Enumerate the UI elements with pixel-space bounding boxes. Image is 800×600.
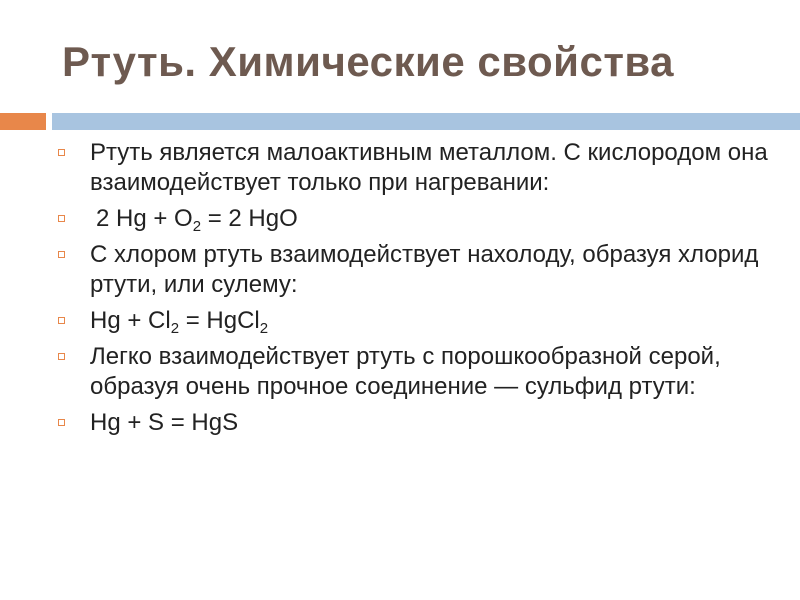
slide-title: Ртуть. Химические свойства — [62, 38, 675, 85]
equation-subscript: 2 — [192, 218, 202, 235]
accent-bar-orange — [0, 113, 46, 130]
square-bullet-icon — [58, 317, 65, 324]
bullet-text: Легко взаимодействует ртуть с порошкообразной серой, образуя очень прочное соединение — сульфид ртути: — [90, 343, 721, 400]
bullet-text: Ртуть является малоактивным металлом. С кислородом она взаимодействует только при нагревании: — [90, 139, 768, 196]
square-bullet-icon — [58, 215, 65, 222]
accent-bar-blue — [52, 113, 800, 130]
bullet-item — [0, 342, 800, 402]
bullet-list — [0, 138, 800, 444]
equation-part: = 2 HgO — [201, 205, 298, 232]
bullet-item — [0, 240, 800, 300]
square-bullet-icon — [58, 149, 65, 156]
equation-item — [0, 306, 800, 336]
equation-subscript: 2 — [170, 320, 180, 337]
square-bullet-icon — [58, 419, 65, 426]
bullet-item — [0, 138, 800, 198]
bullet-text: С хлором ртуть взаимодействует нахолоду, образуя хлорид ртути, или сулему: — [90, 241, 759, 298]
equation-part: 2 Hg + O — [96, 205, 193, 232]
equation-item — [0, 204, 800, 234]
equation-item — [0, 408, 800, 438]
equation-subscript: 2 — [259, 320, 269, 337]
square-bullet-icon — [58, 251, 65, 258]
equation-part: Hg + S = HgS — [90, 409, 239, 436]
equation-part: = HgCl — [179, 307, 260, 334]
square-bullet-icon — [58, 353, 65, 360]
equation-part: Hg + Cl — [90, 307, 171, 334]
